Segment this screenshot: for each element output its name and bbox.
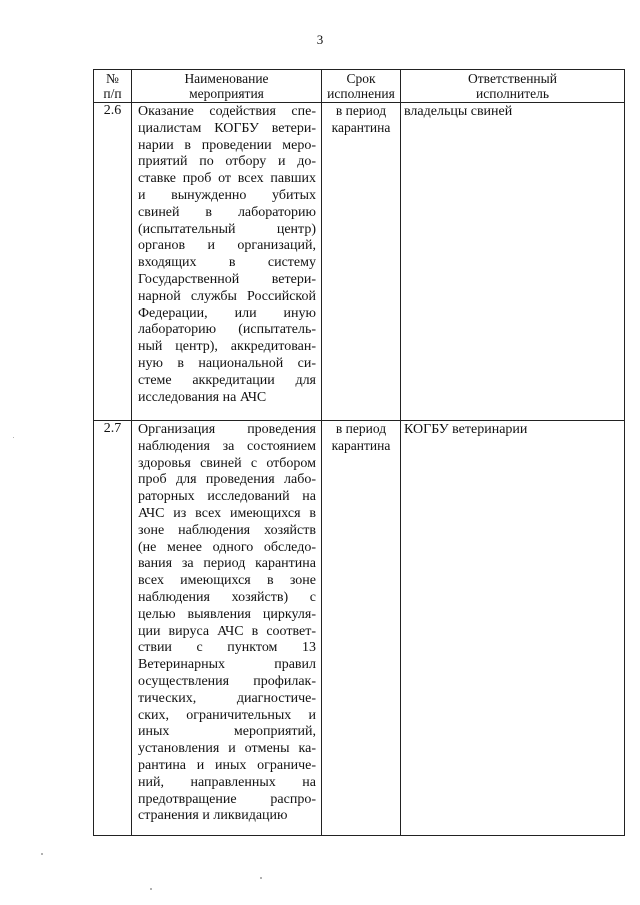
measure-name-line: Оказание содействия спе- (138, 104, 316, 119)
scan-speck (260, 877, 262, 879)
header-name-line: мероприятия (189, 86, 264, 101)
measure-name-line: здоровья свиней с отбором (138, 455, 316, 471)
header-name-line: Наименование (184, 71, 269, 86)
measure-name-line: стеме аккредитации для (138, 372, 316, 388)
measure-name-line: целью выявления циркуля- (138, 606, 316, 622)
measure-name (132, 421, 322, 836)
measure-name-line: осуществления профилак- (138, 673, 316, 689)
header-responsible-line: исполнитель (476, 86, 549, 101)
measures-table (93, 69, 625, 836)
measure-name-line: зоне наблюдения хозяйств (138, 522, 316, 538)
table-row (94, 421, 625, 836)
row-number: 2.6 (94, 103, 132, 421)
measure-name-line: ный центр), аккредитован- (138, 339, 316, 355)
measure-name-line: Федерации, или иную (138, 305, 316, 321)
measure-name-line: лабораторию (испытатель- (138, 322, 316, 338)
measure-name-line: ции вируса АЧС в соответ- (138, 623, 316, 639)
measure-name-line: предотвращение распро- (138, 791, 316, 807)
term-line: карантина (331, 437, 391, 453)
measure-name-line: всех имеющихся в зоне (138, 573, 316, 589)
execution-term (322, 103, 401, 421)
measure-name-line: нарной службы Российской (138, 288, 316, 304)
measure-name-line: проб для проведения лабо- (138, 472, 316, 488)
measure-name-line: наблюдения за состоянием (138, 438, 316, 454)
measure-name-line: установления и отмены ка- (138, 741, 316, 757)
responsible-executor: владельцы свиней (401, 103, 625, 421)
scan-speck (13, 437, 14, 438)
header-num-line: п/п (103, 86, 122, 101)
measure-name-line: ную в национальной си- (138, 355, 316, 371)
measure-name-line: нарии в проведении меро- (138, 137, 316, 153)
measure-name-line: ставке проб от всех павших (138, 171, 316, 187)
header-responsible-line: Ответственный (468, 71, 557, 86)
measure-name-line: странения и ликвидацию (138, 808, 288, 824)
measure-name-line: АЧС из всех имеющихся в (138, 505, 316, 521)
measure-name-line: свиней в лабораторию (138, 204, 316, 220)
measure-name-line: ских, ограничительных и (138, 707, 316, 723)
header-name (132, 70, 322, 103)
measure-name-line: исследования на АЧС (138, 389, 267, 405)
measure-name-line: иных мероприятий, (138, 724, 316, 740)
responsible-executor: КОГБУ ветеринарии (401, 421, 625, 836)
measure-name-line: и вынужденно убитых (138, 187, 316, 203)
measure-name-line: входящих в систему (138, 255, 316, 271)
measure-name-line: тических, диагностиче- (138, 690, 316, 706)
header-responsible (401, 70, 625, 103)
scan-speck (150, 888, 152, 890)
measure-name-line: Ветеринарных правил (138, 657, 316, 673)
term-line: карантина (331, 119, 391, 135)
header-num (94, 70, 132, 103)
measure-name-line: органов и организаций, (138, 238, 316, 254)
measure-name-line: раторных исследований на (138, 489, 316, 505)
measure-name-line: ствии с пунктом 13 (138, 640, 316, 656)
measure-name-line: циалистам КОГБУ ветери- (138, 120, 316, 136)
table-header-row (94, 70, 625, 103)
measure-name-line: Государственной ветери- (138, 271, 316, 287)
table-row (94, 103, 625, 421)
term-line: в период (335, 421, 387, 436)
scan-speck (41, 853, 43, 855)
measure-name-line: (не менее одного обследо- (138, 539, 316, 555)
measure-name-line: наблюдения хозяйств) с (138, 589, 316, 605)
measure-name-line: вания за период карантина (138, 556, 316, 572)
header-term-line: исполнения (327, 86, 395, 101)
measure-name-line: (испытательный центр) (138, 221, 316, 237)
measure-name-line: ний, направленных на (138, 774, 316, 790)
header-term-line: Срок (346, 71, 376, 86)
header-num-line: № (106, 71, 119, 86)
measure-name-line: Организация проведения (138, 422, 316, 437)
execution-term (322, 421, 401, 836)
page-number: 3 (316, 32, 324, 47)
measure-name-line: рантина и иных ограниче- (138, 757, 316, 773)
term-line: в период (335, 103, 387, 118)
header-term (322, 70, 401, 103)
measure-name (132, 103, 322, 421)
row-number: 2.7 (94, 421, 132, 836)
measure-name-line: приятий по отбору и до- (138, 154, 316, 170)
